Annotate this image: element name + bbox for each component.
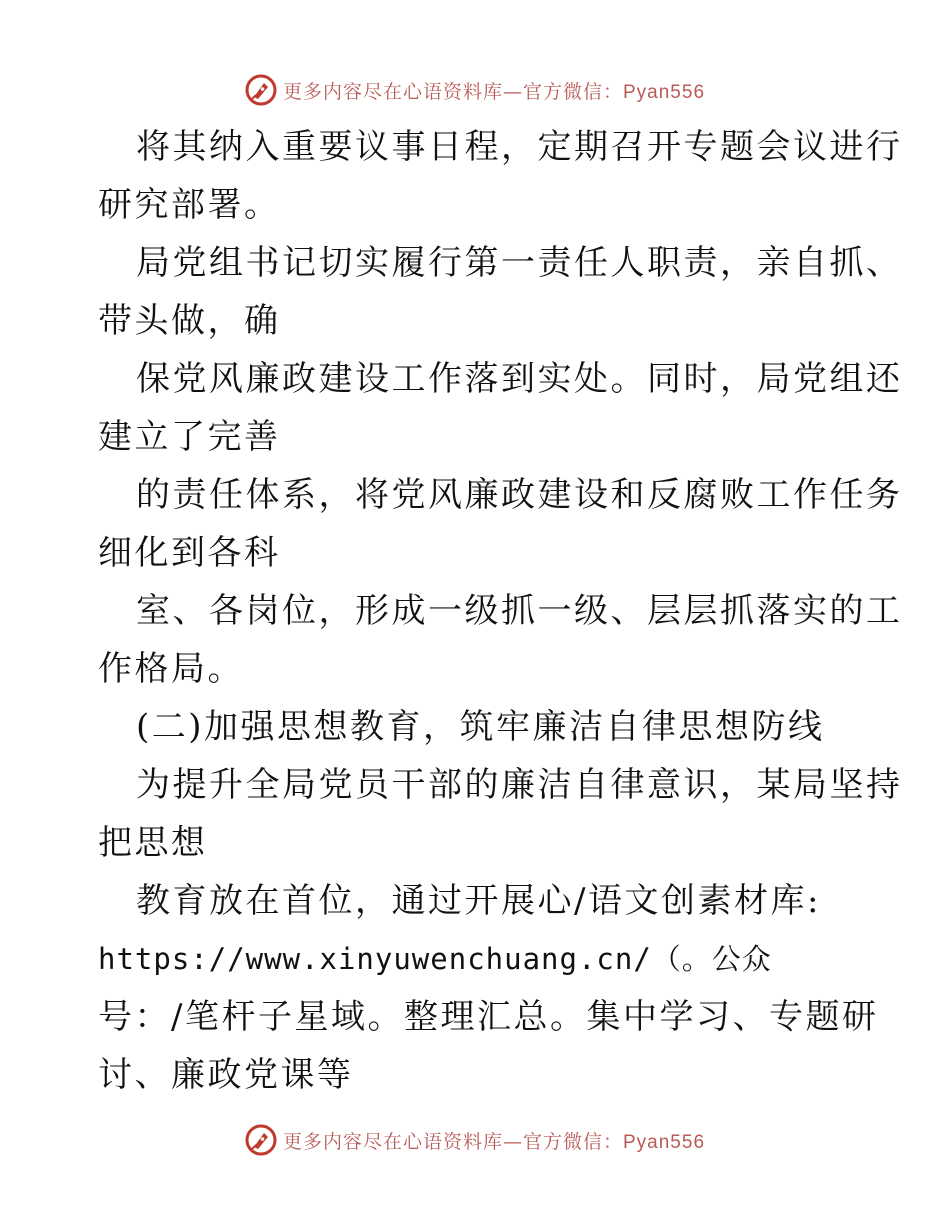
header-banner <box>0 70 950 110</box>
text-line: 建立了完善 <box>98 417 281 457</box>
text-line: 局党组书记切实履行第一责任人职责，亲自抓、 <box>136 243 903 283</box>
footer-banner <box>0 1120 950 1160</box>
text-line: (二)加强思想教育，筑牢廉洁自律思想防线 <box>136 707 825 747</box>
text-line: 教育放在首位，通过开展心/语文创素材库: <box>136 881 821 921</box>
text-line: 细化到各科 <box>98 533 281 573</box>
footer-wechat-id: Pyan556 <box>623 1131 706 1153</box>
text-line: https://www.xinyuwenchuang.cn/（。公众 <box>98 942 772 976</box>
text-line: 保党风廉政建设工作落到实处。同时，局党组还 <box>136 359 903 399</box>
pen-nib-logo-icon <box>245 74 277 106</box>
text-line: 的责任体系，将党风廉政建设和反腐败工作任务 <box>136 475 903 515</box>
header-banner-label: 更多内容尽在心语资料库—官方微信： <box>282 80 623 103</box>
text-line: 讨、廉政党课等 <box>98 1055 354 1095</box>
text-line: 为提升全局党员干部的廉洁自律意识，某局坚持 <box>136 765 903 805</box>
footer-banner-inner <box>245 1124 705 1156</box>
text-line: 室、各岗位，形成一级抓一级、层层抓落实的工 <box>136 591 903 631</box>
text-line: 把思想 <box>98 823 208 863</box>
text-line: 号：/笔杆子星域。整理汇总。集中学习、专题研 <box>98 997 879 1037</box>
pen-nib-logo-icon <box>245 1124 277 1156</box>
header-wechat-id: Pyan556 <box>623 81 706 103</box>
document-body <box>98 118 903 1104</box>
text-line: 将其纳入重要议事日程，定期召开专题会议进行 <box>136 127 903 167</box>
text-line: 作格局。 <box>98 649 244 689</box>
text-line: 带头做，确 <box>98 301 281 341</box>
footer-banner-label: 更多内容尽在心语资料库—官方微信： <box>282 1130 623 1153</box>
header-banner-text <box>283 77 705 104</box>
footer-banner-text <box>283 1127 705 1154</box>
header-banner-inner <box>245 74 705 106</box>
text-line: 研究部署。 <box>98 185 281 225</box>
